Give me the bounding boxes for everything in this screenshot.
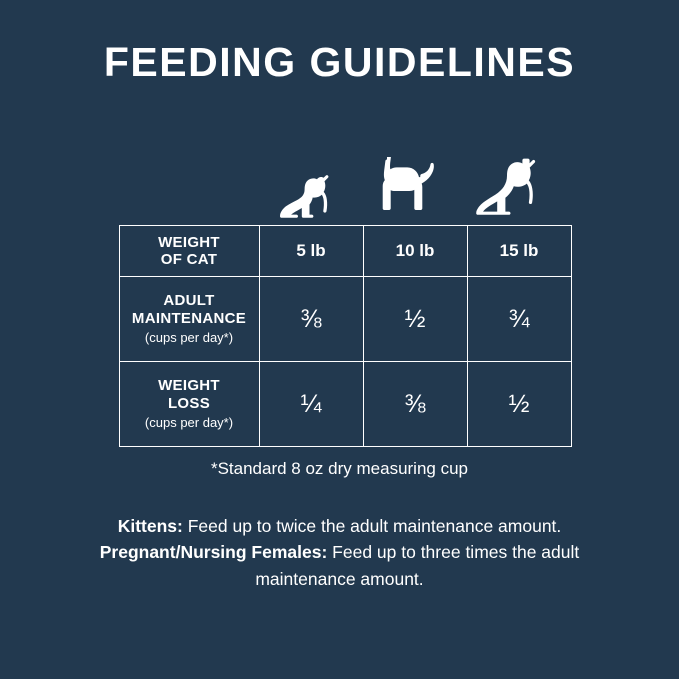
table-row xyxy=(119,362,571,447)
weight-loss-10lb xyxy=(363,362,467,447)
table-header-row xyxy=(119,226,571,277)
fraction-value: ½ xyxy=(508,389,530,418)
measuring-cup-footnote: *Standard 8 oz dry measuring cup xyxy=(210,459,469,479)
fraction-value: ½ xyxy=(404,304,426,333)
adult-maintenance-line1: ADULT xyxy=(163,292,215,310)
adult-maintenance-5lb xyxy=(259,277,363,362)
sitting-adult-cat-icon xyxy=(468,157,544,219)
cat-silhouettes xyxy=(0,137,679,219)
weight-loss-15lb xyxy=(467,362,571,447)
weight-loss-line1: WEIGHT xyxy=(158,377,220,395)
header-weight-of-cat xyxy=(119,226,259,277)
note-kittens-lead: Kittens: xyxy=(117,516,183,537)
feeding-notes xyxy=(60,513,620,592)
fraction-value: ⅜ xyxy=(300,304,322,333)
note-kittens-text: Feed up to twice the adult maintenance amount. xyxy=(182,516,562,537)
fraction-value: ¼ xyxy=(300,389,322,418)
adult-maintenance-10lb xyxy=(363,277,467,362)
header-weight-5lb: 5 lb xyxy=(259,226,363,277)
adult-maintenance-line2: MAINTENANCE xyxy=(131,310,247,328)
header-weight-line2: OF CAT xyxy=(160,251,218,269)
header-weight-15lb: 15 lb xyxy=(467,226,571,277)
weight-loss-5lb xyxy=(259,362,363,447)
weight-loss-line2: LOSS xyxy=(167,395,211,413)
note-pregnant-nursing xyxy=(60,539,620,592)
note-pregnant-lead: Pregnant/Nursing Females: xyxy=(99,542,328,563)
adult-maintenance-sublabel: (cups per day*) xyxy=(144,330,234,346)
feeding-guidelines-table xyxy=(119,225,572,447)
row-label-adult-maintenance xyxy=(119,277,259,362)
adult-maintenance-15lb xyxy=(467,277,571,362)
header-weight-line1: WEIGHT xyxy=(158,233,220,251)
header-weight-10lb: 10 lb xyxy=(363,226,467,277)
standing-cat-icon xyxy=(372,157,438,219)
row-label-weight-loss xyxy=(119,362,259,447)
note-kittens xyxy=(60,513,620,539)
fraction-value: ¾ xyxy=(508,304,530,333)
fraction-value: ⅜ xyxy=(404,389,426,418)
sitting-kitten-icon xyxy=(277,171,339,219)
feeding-table-container xyxy=(119,225,561,447)
note-pregnant-text: Feed up to three times the adult maintenance amount. xyxy=(255,542,580,589)
weight-loss-sublabel: (cups per day*) xyxy=(144,415,234,431)
page-title: FEEDING GUIDELINES xyxy=(103,39,576,85)
table-row xyxy=(119,277,571,362)
